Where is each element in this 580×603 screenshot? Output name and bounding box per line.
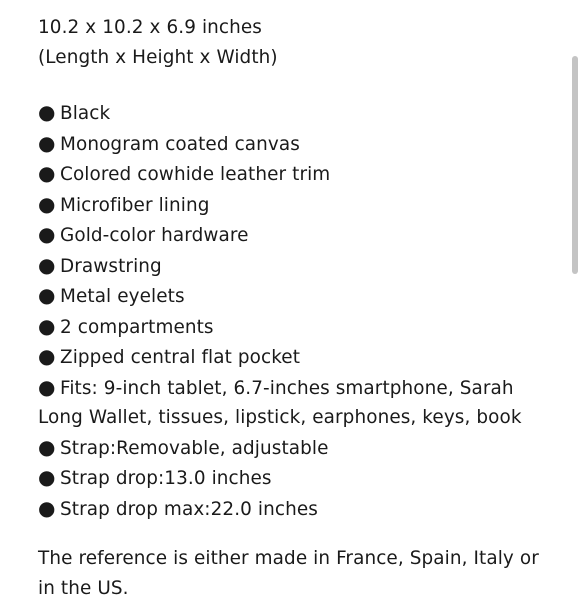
feature-text: Zipped central flat pocket (60, 347, 301, 368)
feature-item (38, 463, 558, 494)
feature-item (38, 373, 558, 433)
feature-item (38, 220, 558, 251)
product-details (38, 13, 558, 603)
feature-text: Microfiber lining (60, 194, 210, 216)
feature-text: Strap:Removable, adjustable (60, 437, 329, 459)
bullet-icon: ● (38, 191, 56, 216)
feature-text: Strap drop:13.0 inches (60, 468, 272, 489)
feature-item (38, 433, 558, 464)
feature-item (38, 98, 558, 129)
feature-item (38, 159, 558, 190)
feature-text: Drawstring (60, 255, 162, 277)
bullet-icon: ● (38, 434, 56, 459)
bullet-icon: ● (38, 100, 56, 124)
bullet-icon: ● (38, 252, 56, 277)
bullet-icon: ● (38, 313, 56, 338)
feature-text: Black (60, 103, 111, 124)
feature-item (38, 342, 558, 373)
feature-text: Monogram coated canvas (60, 133, 300, 155)
feature-text: Strap drop max:22.0 inches (60, 498, 318, 520)
bullet-icon: ● (38, 283, 56, 307)
feature-text: Metal eyelets (60, 286, 185, 307)
bullet-icon: ● (38, 344, 56, 368)
bullet-icon: ● (38, 465, 56, 489)
bullet-icon: ● (38, 130, 56, 155)
scrollbar-thumb[interactable] (572, 56, 578, 274)
feature-text: Fits: 9-inch tablet, 6.7-inches smartphone, Sarah Long Wallet, tissues, lipstick, earphones, keys, book (38, 377, 522, 428)
origin-note: The reference is either made in France, Spain, Italy or in the US. (38, 548, 539, 599)
feature-item (38, 312, 558, 343)
feature-text: 2 compartments (60, 316, 214, 338)
feature-item (38, 494, 558, 525)
features-list (38, 98, 558, 524)
feature-item (38, 251, 558, 282)
feature-item (38, 129, 558, 160)
dimensions-text: 10.2 x 10.2 x 6.9 inches (38, 17, 262, 38)
bullet-icon: ● (38, 495, 56, 520)
dimensions-block (38, 13, 558, 72)
dimensions-legend: (Length x Height x Width) (38, 46, 278, 68)
feature-item (38, 281, 558, 312)
feature-text: Gold-color hardware (60, 225, 249, 246)
bullet-icon: ● (38, 374, 56, 399)
bullet-icon: ● (38, 222, 56, 246)
bullet-icon: ● (38, 161, 56, 185)
feature-item (38, 190, 558, 221)
feature-text: Colored cowhide leather trim (60, 164, 331, 185)
